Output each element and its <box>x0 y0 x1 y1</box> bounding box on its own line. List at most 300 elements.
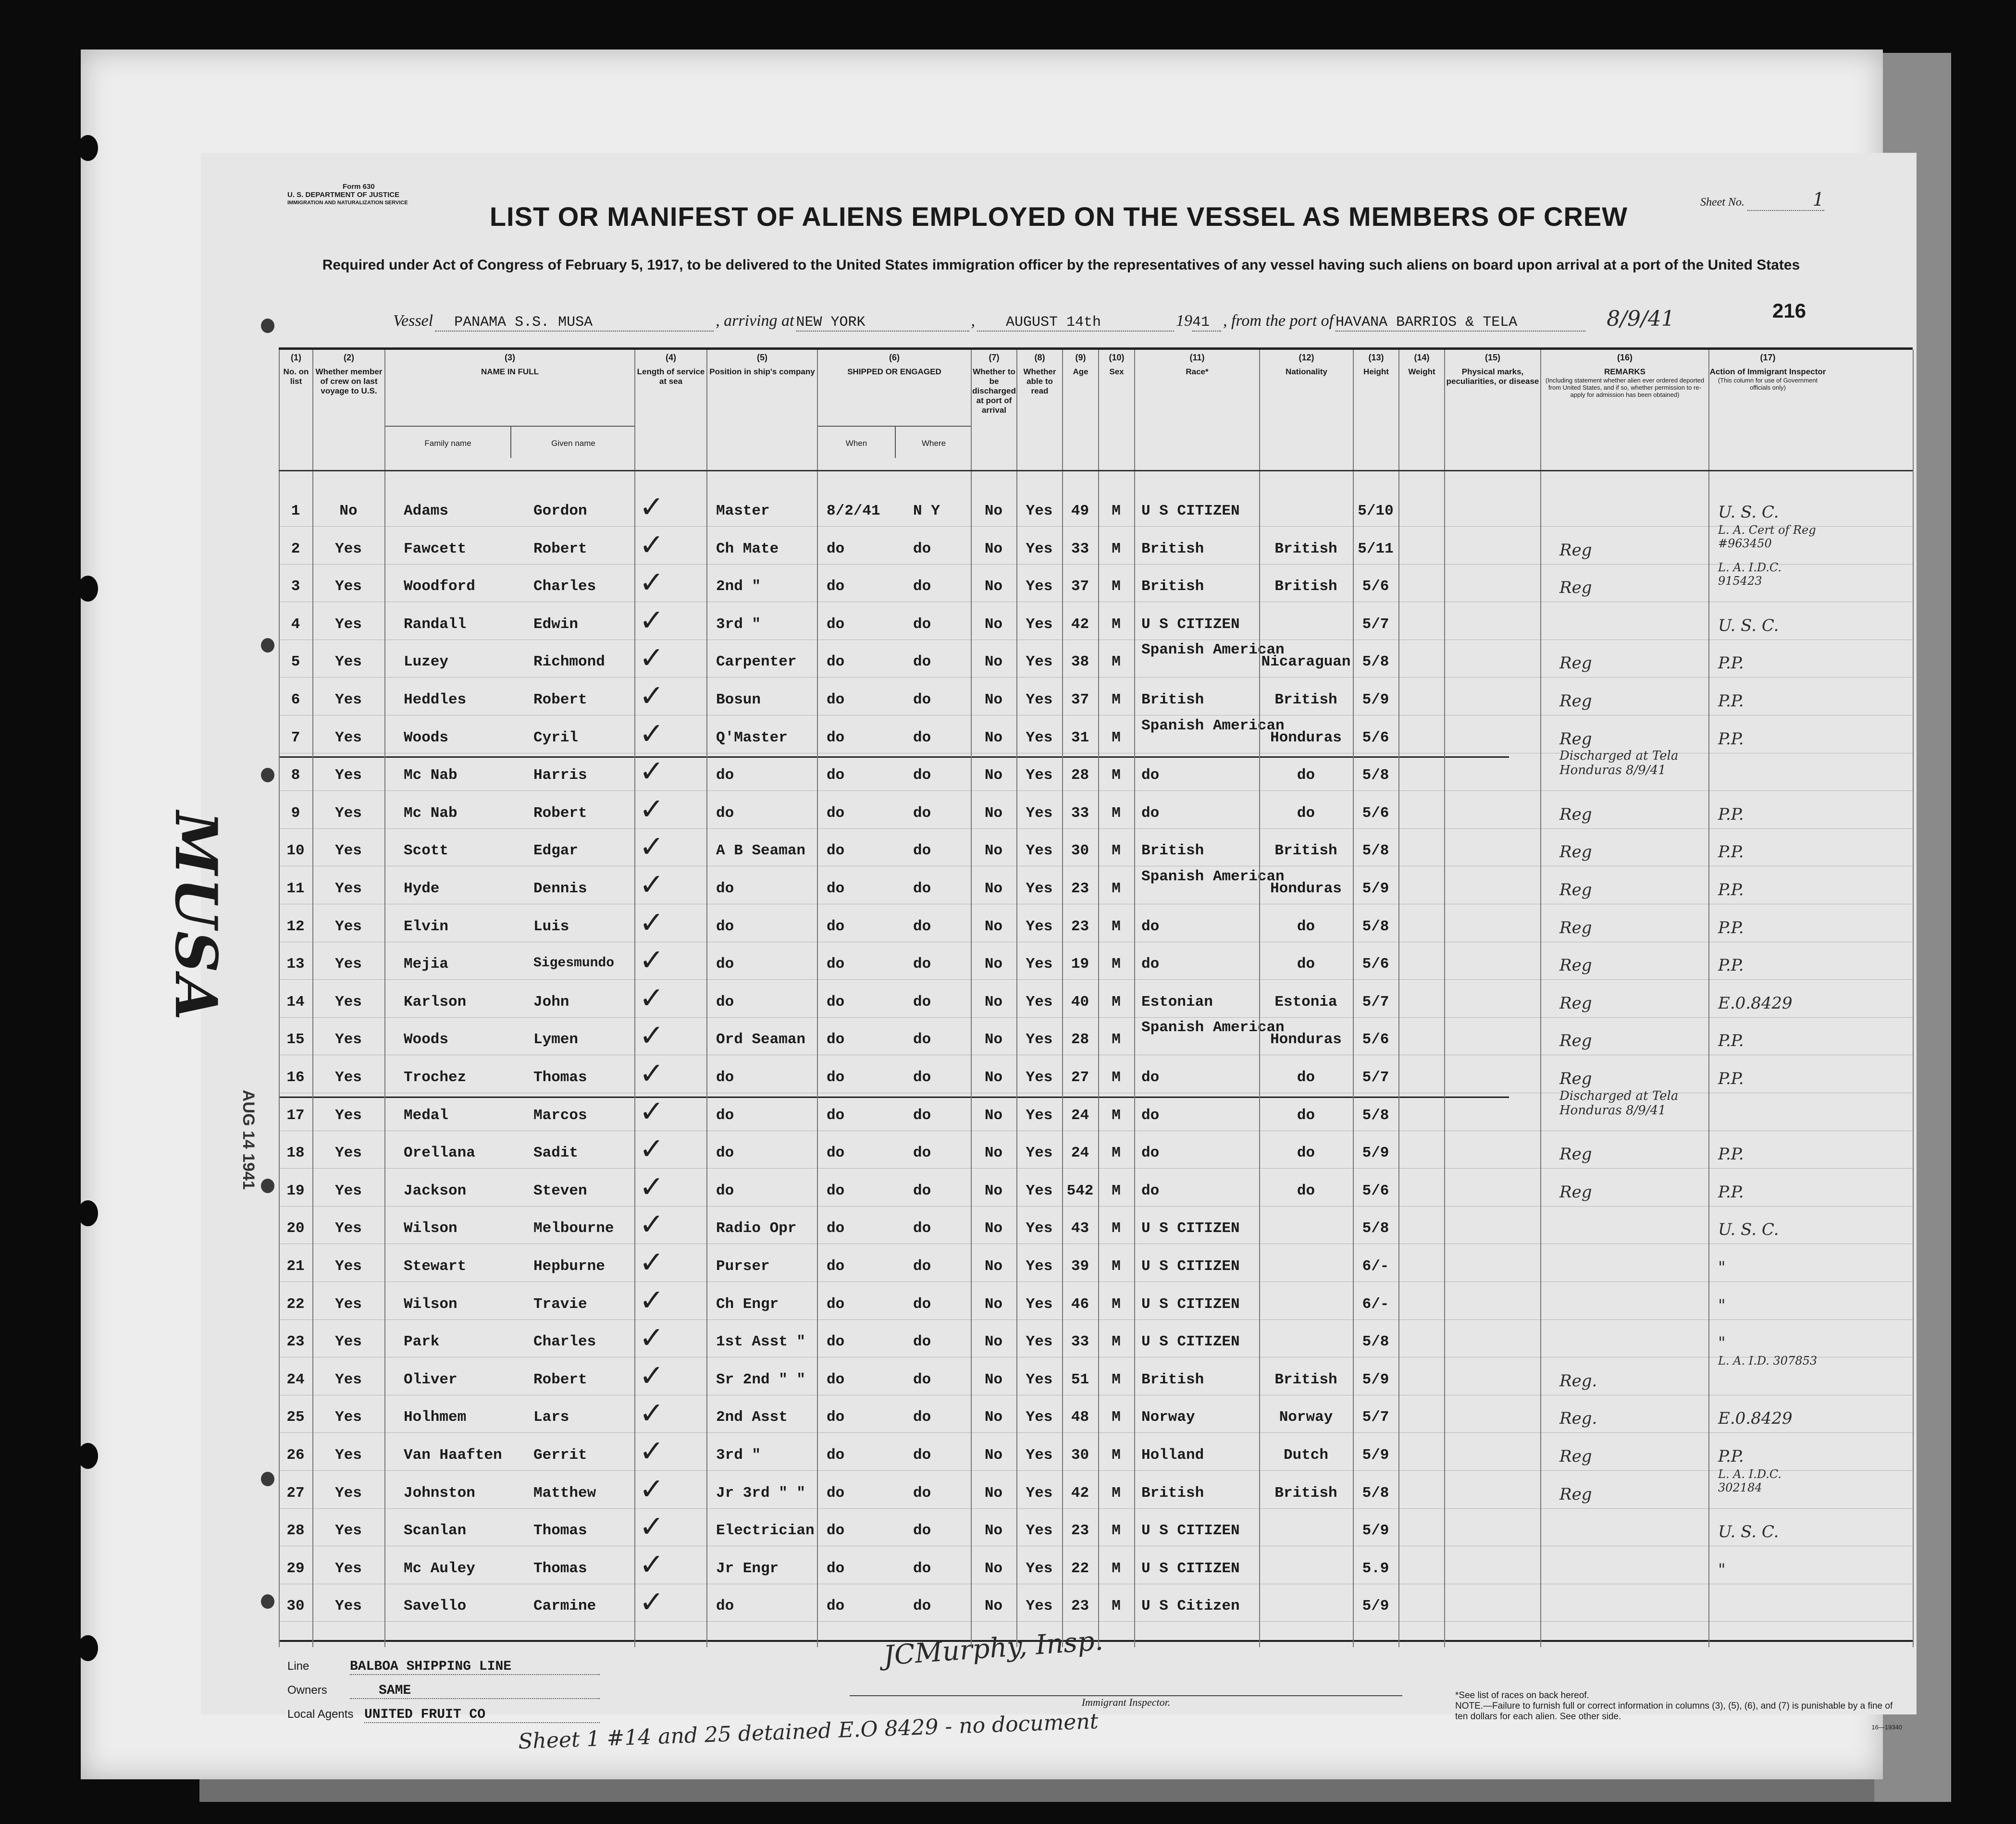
cell-position: do <box>716 767 734 784</box>
footnotes <box>1455 1690 1902 1733</box>
arriving-label: , arriving at <box>716 312 794 330</box>
cell-family: Heddles <box>404 691 467 708</box>
cell-where: do <box>913 993 931 1011</box>
column-number: (7) <box>989 353 1000 362</box>
cell-race: British <box>1141 1484 1204 1502</box>
cell-race: Spanish American <box>1141 1019 1285 1036</box>
cell-no: 11 <box>286 880 305 897</box>
binding-hole <box>261 1594 274 1609</box>
check-mark: ✓ <box>639 1018 664 1053</box>
cell-no: 29 <box>286 1560 305 1577</box>
cell-read: Yes <box>1026 1031 1053 1048</box>
cell-read: Yes <box>1026 1107 1053 1124</box>
column-number: (1) <box>291 353 301 362</box>
table-row <box>279 791 1913 829</box>
vessel-label: Vessel <box>393 312 433 330</box>
column-subheader: Given name <box>510 427 635 458</box>
cell-family: Karlson <box>404 993 467 1011</box>
cell-prev: Yes <box>335 1295 362 1313</box>
cell-age: 23 <box>1071 880 1089 897</box>
cell-height: 5/6 <box>1362 956 1389 973</box>
cell-sex: M <box>1112 880 1121 897</box>
manifest-sheet <box>81 49 1902 1779</box>
cell-no: 8 <box>291 767 300 784</box>
cell-prev: Yes <box>335 842 362 860</box>
cell-remarks: Reg <box>1559 1182 1592 1202</box>
cell-sex: M <box>1112 1069 1121 1086</box>
cell-race: U S CITIZEN <box>1141 1258 1240 1275</box>
table-row <box>279 1169 1913 1207</box>
column-number: (8) <box>1034 353 1045 362</box>
cell-family: Mc Nab <box>404 804 458 822</box>
cell-nationality: British <box>1274 691 1337 708</box>
cell-read: Yes <box>1026 767 1053 784</box>
punch-hole <box>78 576 98 602</box>
cell-where: do <box>913 1409 931 1426</box>
cell-action: P.P. <box>1718 956 1744 975</box>
header-rule <box>279 470 1913 471</box>
grid-vline <box>1016 350 1017 1647</box>
cell-height: 5/9 <box>1362 1447 1389 1464</box>
column-number: (13) <box>1368 353 1384 362</box>
cell-read: Yes <box>1026 1409 1053 1426</box>
cell-nationality: British <box>1274 578 1337 595</box>
cell-given: Harris <box>533 767 587 784</box>
cell-prev: Yes <box>335 1107 362 1124</box>
cell-age: 37 <box>1071 578 1089 595</box>
races-note: *See list of races on back hereof. <box>1455 1690 1589 1701</box>
cell-disch: No <box>984 1258 1003 1275</box>
cell-race: British <box>1141 578 1204 595</box>
cell-height: 5/6 <box>1362 578 1389 595</box>
cell-prev: Yes <box>335 578 362 595</box>
cell-family: Oliver <box>404 1371 458 1388</box>
cell-age: 42 <box>1071 616 1089 633</box>
binding-hole <box>261 638 274 653</box>
cell-nationality: Honduras <box>1270 880 1342 897</box>
cell-where: do <box>913 691 931 708</box>
cell-no: 28 <box>286 1522 305 1540</box>
cell-age: 542 <box>1066 1182 1094 1199</box>
cell-given: Edwin <box>533 616 579 633</box>
cell-position: Purser <box>716 1258 770 1275</box>
cell-race: do <box>1141 804 1160 822</box>
cell-action: U. S. C. <box>1718 503 1779 522</box>
grid-vline <box>1134 350 1135 1647</box>
cell-age: 33 <box>1071 540 1089 557</box>
cell-action: L. A. I.D.C. 302184 <box>1718 1467 1782 1494</box>
line-field <box>287 1659 600 1675</box>
grid-vline <box>1444 350 1445 1647</box>
cell-height: 5/9 <box>1362 1145 1389 1162</box>
table-row <box>279 1320 1913 1357</box>
cell-prev: Yes <box>335 691 362 708</box>
cell-height: 5/7 <box>1362 1409 1389 1426</box>
cell-height: 5/11 <box>1358 540 1394 557</box>
cell-where: do <box>913 918 931 935</box>
cell-position: Ch Engr <box>716 1295 779 1313</box>
cell-where: do <box>913 1258 931 1275</box>
cell-race: U S CITIZEN <box>1141 616 1240 633</box>
cell-when: do <box>827 1371 845 1388</box>
cell-disch: No <box>984 1145 1003 1162</box>
cell-age: 30 <box>1071 842 1089 860</box>
cell-age: 23 <box>1071 918 1089 935</box>
binding-hole <box>261 768 274 782</box>
cell-family: Park <box>404 1333 440 1351</box>
cell-where: do <box>913 1182 931 1199</box>
cell-sex: M <box>1112 1598 1121 1615</box>
column-label: NAME IN FULL <box>481 367 539 376</box>
cell-where: do <box>913 767 931 784</box>
cell-no: 2 <box>291 540 300 557</box>
cell-remarks: Reg <box>1559 918 1592 937</box>
cell-height: 5/7 <box>1362 1069 1389 1086</box>
cell-when: do <box>827 1220 845 1237</box>
cell-age: 22 <box>1071 1560 1089 1577</box>
cell-where: N Y <box>913 503 940 519</box>
cell-position: Carpenter <box>716 653 797 671</box>
cell-age: 40 <box>1071 993 1089 1011</box>
table-row <box>279 867 1913 904</box>
handwritten-date: 8/9/41 <box>1607 307 1675 331</box>
cell-prev: Yes <box>335 1598 362 1615</box>
service: IMMIGRATION AND NATURALIZATION SERVICE <box>287 200 408 206</box>
cell-action: P.P. <box>1718 1447 1744 1466</box>
cell-height: 5/9 <box>1362 691 1389 708</box>
table-row <box>279 640 1913 678</box>
check-mark: ✓ <box>639 791 664 826</box>
cell-prev: Yes <box>335 540 362 557</box>
cell-given: Charles <box>533 1333 596 1351</box>
cell-disch: No <box>984 653 1003 671</box>
cell-nationality: do <box>1297 804 1315 822</box>
cell-where: do <box>913 880 931 897</box>
form-subtitle: Required under Act of Congress of February 5, 1917, to be delivered to the United States immigration officer by the representatives of any vessel having such aliens on board upon arrival at a port of the United States <box>322 257 1800 273</box>
cell-family: Woods <box>404 1031 449 1048</box>
cell-remarks: Reg <box>1559 956 1592 975</box>
cell-disch: No <box>984 767 1003 784</box>
column-note: (This column for use of Government officials only) <box>1718 377 1818 391</box>
cell-race: British <box>1141 1371 1204 1388</box>
cell-nationality: Estonia <box>1274 993 1337 1011</box>
line-label: Line <box>287 1660 309 1673</box>
cell-position: do <box>716 1182 734 1199</box>
cell-height: 5/8 <box>1362 653 1389 671</box>
cell-age: 38 <box>1071 653 1089 671</box>
from-port: HAVANA BARRIOS & TELA <box>1336 314 1585 332</box>
cell-family: Hyde <box>404 880 440 897</box>
check-mark: ✓ <box>639 904 664 940</box>
cell-when: do <box>827 653 845 671</box>
cell-no: 3 <box>291 578 300 595</box>
strike-line <box>279 1097 1509 1098</box>
cell-no: 12 <box>286 918 305 935</box>
cell-given: Gordon <box>533 503 587 519</box>
cell-age: 46 <box>1071 1295 1089 1313</box>
binding-hole <box>261 1179 274 1193</box>
cell-where: do <box>913 1447 931 1464</box>
cell-no: 21 <box>286 1258 305 1275</box>
department: U. S. DEPARTMENT OF JUSTICE <box>287 191 400 199</box>
cell-age: 48 <box>1071 1409 1089 1426</box>
cell-position: 3rd " <box>716 616 761 633</box>
cell-given: Hepburne <box>533 1258 605 1275</box>
cell-disch: No <box>984 1295 1003 1313</box>
cell-when: do <box>827 842 845 860</box>
cell-when: do <box>827 956 845 973</box>
cell-height: 5/7 <box>1362 993 1389 1011</box>
cell-action: " <box>1718 1295 1726 1315</box>
cell-height: 5/8 <box>1362 918 1389 935</box>
cell-sex: M <box>1112 767 1121 784</box>
cell-disch: No <box>984 729 1003 746</box>
cell-disch: No <box>984 1371 1003 1388</box>
cell-position: 3rd " <box>716 1447 761 1464</box>
cell-where: do <box>913 1522 931 1540</box>
cell-prev: Yes <box>335 1447 362 1464</box>
cell-when: do <box>827 1258 845 1275</box>
cell-position: Q'Master <box>716 729 788 746</box>
cell-race: Holland <box>1141 1447 1204 1464</box>
cell-sex: M <box>1112 691 1121 708</box>
cell-disch: No <box>984 1560 1003 1577</box>
cell-where: do <box>913 540 931 557</box>
cell-action: L. A. Cert of Reg #963450 <box>1718 523 1816 550</box>
cell-action: E.0.8429 <box>1718 993 1793 1013</box>
cell-race: do <box>1141 767 1160 784</box>
cell-prev: Yes <box>335 1145 362 1162</box>
cell-age: 43 <box>1071 1220 1089 1237</box>
column-header <box>971 350 1016 470</box>
cell-position: Jr 3rd " " <box>716 1484 806 1502</box>
column-header <box>817 350 971 470</box>
cell-action: " <box>1718 1333 1726 1353</box>
cell-action: P.P. <box>1718 804 1744 824</box>
cell-prev: Yes <box>335 1258 362 1275</box>
column-number: (10) <box>1109 353 1125 362</box>
cell-prev: Yes <box>335 880 362 897</box>
check-mark: ✓ <box>639 640 664 676</box>
cell-sex: M <box>1112 1258 1121 1275</box>
cell-read: Yes <box>1026 1295 1053 1313</box>
cell-position: Radio Opr <box>716 1220 797 1237</box>
column-number: (2) <box>344 353 354 362</box>
column-header <box>1708 350 1826 470</box>
cell-family: Luzey <box>404 653 449 671</box>
table-row <box>279 1467 1913 1509</box>
cell-given: Thomas <box>533 1069 587 1086</box>
cell-sex: M <box>1112 1145 1121 1162</box>
column-subheader: When <box>845 439 867 448</box>
cell-no: 5 <box>291 653 300 671</box>
cell-race: U S Citizen <box>1141 1598 1240 1615</box>
column-label: Sex <box>1109 367 1124 376</box>
grid-vline <box>1062 350 1063 1647</box>
cell-family: Johnston <box>404 1484 475 1502</box>
cell-disch: No <box>984 1182 1003 1199</box>
cell-family: Van Haaften <box>404 1447 502 1464</box>
cell-height: 5.9 <box>1362 1560 1389 1577</box>
table-row <box>279 1018 1913 1055</box>
arriving-port: NEW YORK <box>796 314 969 332</box>
cell-action: L. A. I.D. 307853 <box>1718 1354 1818 1368</box>
check-mark: ✓ <box>639 942 664 978</box>
cell-prev: Yes <box>335 653 362 671</box>
cell-nationality: do <box>1297 1107 1315 1124</box>
cell-sex: M <box>1112 1484 1121 1502</box>
cell-prev: Yes <box>335 767 362 784</box>
cell-remarks: Reg. <box>1559 1409 1597 1429</box>
cell-position: Ord Seaman <box>716 1031 806 1048</box>
grid-vline <box>279 350 280 1647</box>
column-label: Age <box>1073 367 1088 376</box>
cell-age: 19 <box>1071 956 1089 973</box>
cell-no: 9 <box>291 804 300 822</box>
cell-given: Matthew <box>533 1484 596 1502</box>
cell-remarks: Discharged at Tela Honduras 8/9/41 <box>1559 749 1679 778</box>
vessel-name: PANAMA S.S. MUSA <box>435 314 714 332</box>
column-header <box>1353 350 1398 470</box>
cell-disch: No <box>984 1447 1003 1464</box>
check-mark: ✓ <box>639 867 664 902</box>
cell-family: Medal <box>404 1107 449 1124</box>
cell-family: Woodford <box>404 578 475 595</box>
cell-read: Yes <box>1026 1333 1053 1351</box>
cell-given: Lymen <box>533 1031 579 1048</box>
cell-when: do <box>827 1333 845 1351</box>
grid-vline <box>817 350 818 1647</box>
from-label: , from the port of <box>1223 312 1334 330</box>
cell-remarks: Reg <box>1559 653 1592 673</box>
cell-remarks: Reg <box>1559 540 1592 560</box>
cell-no: 4 <box>291 616 300 633</box>
cell-family: Adams <box>404 503 449 519</box>
cell-height: 5/10 <box>1358 503 1394 519</box>
cell-nationality: British <box>1274 1371 1337 1388</box>
cell-read: Yes <box>1026 578 1053 595</box>
cell-disch: No <box>984 691 1003 708</box>
check-mark: ✓ <box>639 678 664 713</box>
cell-read: Yes <box>1026 540 1053 557</box>
column-subheader: Family name <box>424 439 471 448</box>
table-row <box>279 523 1913 565</box>
cell-given: Robert <box>533 540 587 557</box>
grid-vline <box>1098 350 1099 1647</box>
column-label: Height <box>1363 367 1389 376</box>
table-row <box>279 678 1913 715</box>
cell-when: do <box>827 1560 845 1577</box>
handwritten-note: Sheet 1 #14 and 25 detained E.O 8429 - no document <box>518 1709 1099 1754</box>
cell-family: Holhmem <box>404 1409 467 1426</box>
cell-read: Yes <box>1026 1447 1053 1464</box>
check-mark: ✓ <box>639 1433 664 1468</box>
cell-when: do <box>827 1107 845 1124</box>
cell-nationality: British <box>1274 1484 1337 1502</box>
cell-read: Yes <box>1026 804 1053 822</box>
cell-position: do <box>716 1107 734 1124</box>
cell-age: 28 <box>1071 1031 1089 1048</box>
cell-race: U S CITIZEN <box>1141 503 1240 519</box>
cell-family: Scott <box>404 842 449 860</box>
cell-height: 5/8 <box>1362 1333 1389 1351</box>
cell-given: Edgar <box>533 842 579 860</box>
cell-when: do <box>827 1409 845 1426</box>
grid-vline <box>1540 350 1541 1647</box>
cell-where: do <box>913 1371 931 1388</box>
cell-where: do <box>913 1295 931 1313</box>
cell-race: U S CITIZEN <box>1141 1560 1240 1577</box>
cell-family: Stewart <box>404 1258 467 1275</box>
arrival-date: AUGUST 14th <box>977 314 1174 332</box>
cell-given: Carmine <box>533 1598 596 1615</box>
cell-position: Ch Mate <box>716 540 779 557</box>
cell-disch: No <box>984 503 1003 519</box>
cell-when: do <box>827 729 845 746</box>
cell-race: British <box>1141 540 1204 557</box>
agents-label: Local Agents <box>287 1708 354 1721</box>
cell-prev: Yes <box>335 1069 362 1086</box>
cell-family: Wilson <box>404 1295 458 1313</box>
cell-when: do <box>827 767 845 784</box>
column-label: No. on list <box>283 367 309 386</box>
cell-no: 6 <box>291 691 300 708</box>
cell-age: 23 <box>1071 1598 1089 1615</box>
cell-action: P.P. <box>1718 1069 1744 1088</box>
cell-nationality: do <box>1297 767 1315 784</box>
cell-prev: Yes <box>335 804 362 822</box>
cell-sex: M <box>1112 1333 1121 1351</box>
cell-height: 5/9 <box>1362 1522 1389 1540</box>
cell-age: 37 <box>1071 691 1089 708</box>
cell-no: 17 <box>286 1107 305 1124</box>
cell-action: " <box>1718 1560 1726 1579</box>
cell-race: Estonian <box>1141 993 1213 1011</box>
year-suffix: 41 <box>1192 314 1221 332</box>
cell-prev: Yes <box>335 956 362 973</box>
cell-family: Mc Auley <box>404 1560 475 1577</box>
cell-disch: No <box>984 1333 1003 1351</box>
check-mark: ✓ <box>639 715 664 751</box>
cell-disch: No <box>984 1031 1003 1048</box>
column-label: Nationality <box>1286 367 1327 376</box>
cell-age: 31 <box>1071 729 1089 746</box>
column-subheader: Where <box>895 427 972 458</box>
table-row <box>279 1056 1913 1093</box>
cell-race: do <box>1141 1069 1160 1086</box>
cell-disch: No <box>984 1409 1003 1426</box>
cell-where: do <box>913 1560 931 1577</box>
cell-nationality: British <box>1274 842 1337 860</box>
cell-sex: M <box>1112 1409 1121 1426</box>
cell-position: do <box>716 993 734 1011</box>
form-number: Form 630 <box>343 183 375 191</box>
cell-read: Yes <box>1026 918 1053 935</box>
cell-prev: Yes <box>335 1182 362 1199</box>
cell-when: do <box>827 1484 845 1502</box>
cell-age: 33 <box>1071 804 1089 822</box>
cell-action: P.P. <box>1718 1145 1744 1164</box>
table-row <box>279 1433 1913 1471</box>
cell-when: do <box>827 1182 845 1199</box>
cell-remarks: Reg <box>1559 691 1592 711</box>
cell-where: do <box>913 1484 931 1502</box>
cell-disch: No <box>984 1598 1003 1615</box>
grid-vline <box>1259 350 1260 1647</box>
cell-family: Mejia <box>404 956 449 973</box>
cell-nationality: Nicaraguan <box>1261 653 1351 671</box>
cell-sex: M <box>1112 804 1121 822</box>
